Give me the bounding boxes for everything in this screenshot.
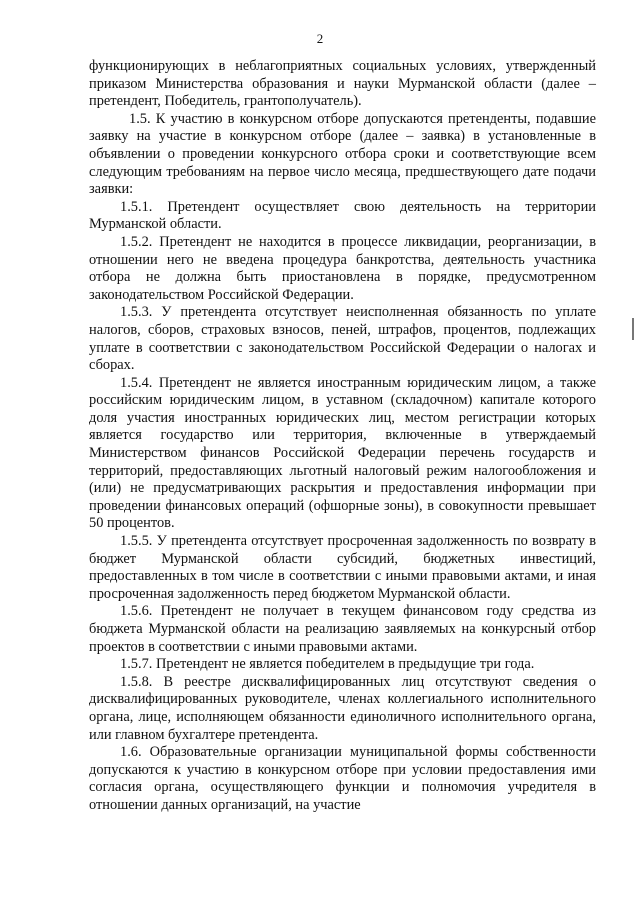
document-body (89, 58, 596, 815)
scan-edge-mark (632, 318, 634, 340)
paragraph-1-6: 1.6. Образовательные организации муниципальной формы собственности допускаются к участию в конкурсном отборе при условии предоставления ими согласия органа, осуществляющего функции и полномочия учредителя в отношении данных организаций, на участие (89, 744, 596, 813)
paragraph-1-5-2: 1.5.2. Претендент не находится в процессе ликвидации, реорганизации, в отношении него не введена процедура банкротства, деятельность участника отбора не должна быть приостановлена в порядке, предусмотренном законодательством Российской Федерации. (89, 233, 596, 303)
paragraph-1-5-1: 1.5.1. Претендент осуществляет свою деятельность на территории Мурманской области. (89, 198, 596, 233)
paragraph-continuation: функционирующих в неблагоприятных социальных условиях, утвержденный приказом Министерства образования и науки Мурманской области (далее – претендент, Победитель, грантополучатель). (89, 58, 596, 110)
paragraph-1-5-5: 1.5.5. У претендента отсутствует просроченная задолженность по возврату в бюджет Мурманской области субсидий, бюджетных инвестиций, предоставленных в том числе в соответствии с иными правовыми актами, и иная просроченная задолженность перед бюджетом Мурманской области. (89, 533, 596, 602)
paragraph-1-5: 1.5. К участию в конкурсном отборе допускаются претенденты, подавшие заявку на участие в конкурсном отборе (далее – заявка) в установленные в объявлении о проведении конкурсного отбора сроки и соответствующие всем следующим требованиям на первое число месяца, предшествующего дате подачи заявки: (89, 110, 596, 198)
paragraph-1-5-8: 1.5.8. В реестре дисквалифицированных лиц отсутствуют сведения о дисквалифицированных руководителе, членах коллегиального исполнительного органа, лице, исполняющем обязанности единоличного исполнительного органа, или главном бухгалтере претендента. (89, 673, 596, 743)
paragraph-1-5-6: 1.5.6. Претендент не получает в текущем финансовом году средства из бюджета Мурманской области на реализацию заявляемых на конкурсный отбор проектов в соответствии с иными правовыми актами. (89, 603, 596, 655)
paragraph-1-5-3: 1.5.3. У претендента отсутствует неисполненная обязанность по уплате налогов, сборов, страховых взносов, пеней, штрафов, процентов, подлежащих уплате в соответствии с законодательством Российской Федерации о налогах и сборах. (89, 304, 596, 374)
page-number: 2 (316, 31, 324, 46)
paragraph-1-5-4: 1.5.4. Претендент не является иностранным юридическим лицом, а также российским юридическим лицом, в уставном (складочном) капитале которого доля участия иностранных юридических лиц, местом регистрации которых является государство или территория, включенные в утверждаемый Министерством финансов Российской Федерации перечень государств и территорий, предоставляющих льготный налоговый режим налогообложения и (или) не предусматривающих раскрытия и предоставления информации при проведении финансовых операций (офшорные зоны), в совокупности превышает 50 процентов. (89, 374, 596, 532)
paragraph-1-5-7: 1.5.7. Претендент не является победителем в предыдущие три года. (120, 656, 535, 673)
